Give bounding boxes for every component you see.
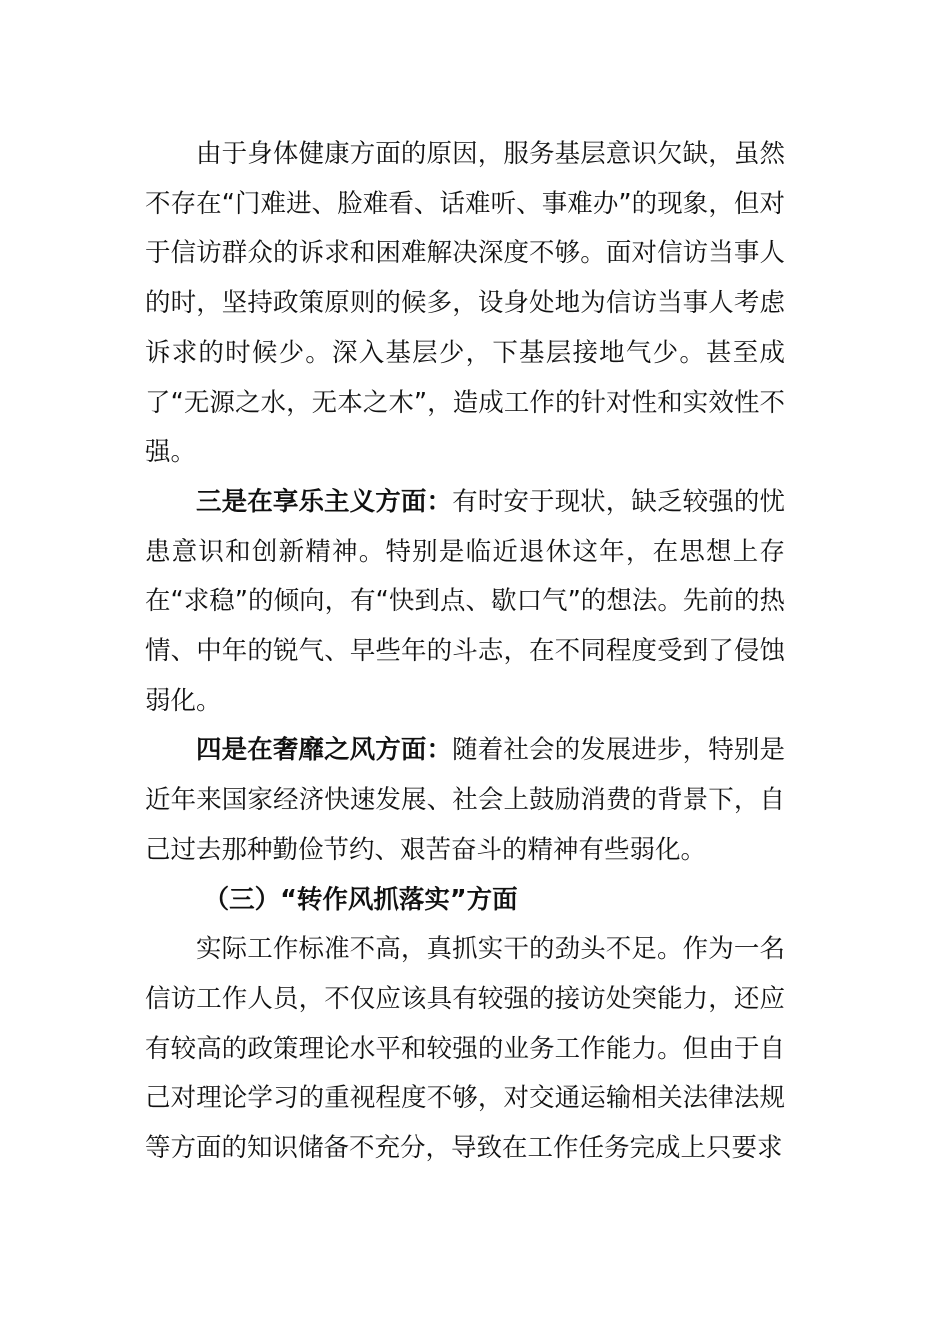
paragraph-hedonism <box>145 478 785 727</box>
paragraph-service-awareness: 由于身体健康方面的原因，服务基层意识欠缺，虽然不存在“门难进、脸难看、话难听、事难办”的现象，但对于信访群众的诉求和困难解决深度不够。面对信访当事人的时，坚持政策原则的候多，设身处地为信访当事人考虑诉求的时候少。深入基层少，下基层接地气少。甚至成了“无源之水，无本之木”，造成工作的针对性和实效性不强。 <box>145 139 785 468</box>
paragraph-lead-hedonism: 三是在享乐主义方面： <box>196 486 453 517</box>
section-heading-3: （三）“转作风抓落实”方面 <box>203 884 518 915</box>
paragraph-lead-extravagance: 四是在奢靡之风方面： <box>196 735 453 766</box>
paragraph-work-style: 实际工作标准不高，真抓实干的劲头不足。作为一名信访工作人员，不仅应该具有较强的接访处突能力，还应有较高的政策理论水平和较强的业务工作能力。但由于自己对理论学习的重视程度不够，对交通运输相关法律法规等方面的知识储备不充分，导致在工作任务完成上只要求 <box>145 934 785 1164</box>
paragraph-extravagance <box>145 726 785 875</box>
paragraph-body-hedonism: 有时安于现状，缺乏较强的忧患意识和创新精神。特别是临近退休这年，在思想上存在“求稳”的倾向，有“快到点、歇口气”的想法。先前的热情、中年的锐气、早些年的斗志，在不同程度受到了侵蚀弱化。 <box>145 486 785 716</box>
paragraph-body-extravagance: 随着社会的发展进步，特别是近年来国家经济快速发展、社会上鼓励消费的背景下，自己过去那种勤俭节约、艰苦奋斗的精神有些弱化。 <box>145 735 785 865</box>
document-page <box>145 130 785 1174</box>
